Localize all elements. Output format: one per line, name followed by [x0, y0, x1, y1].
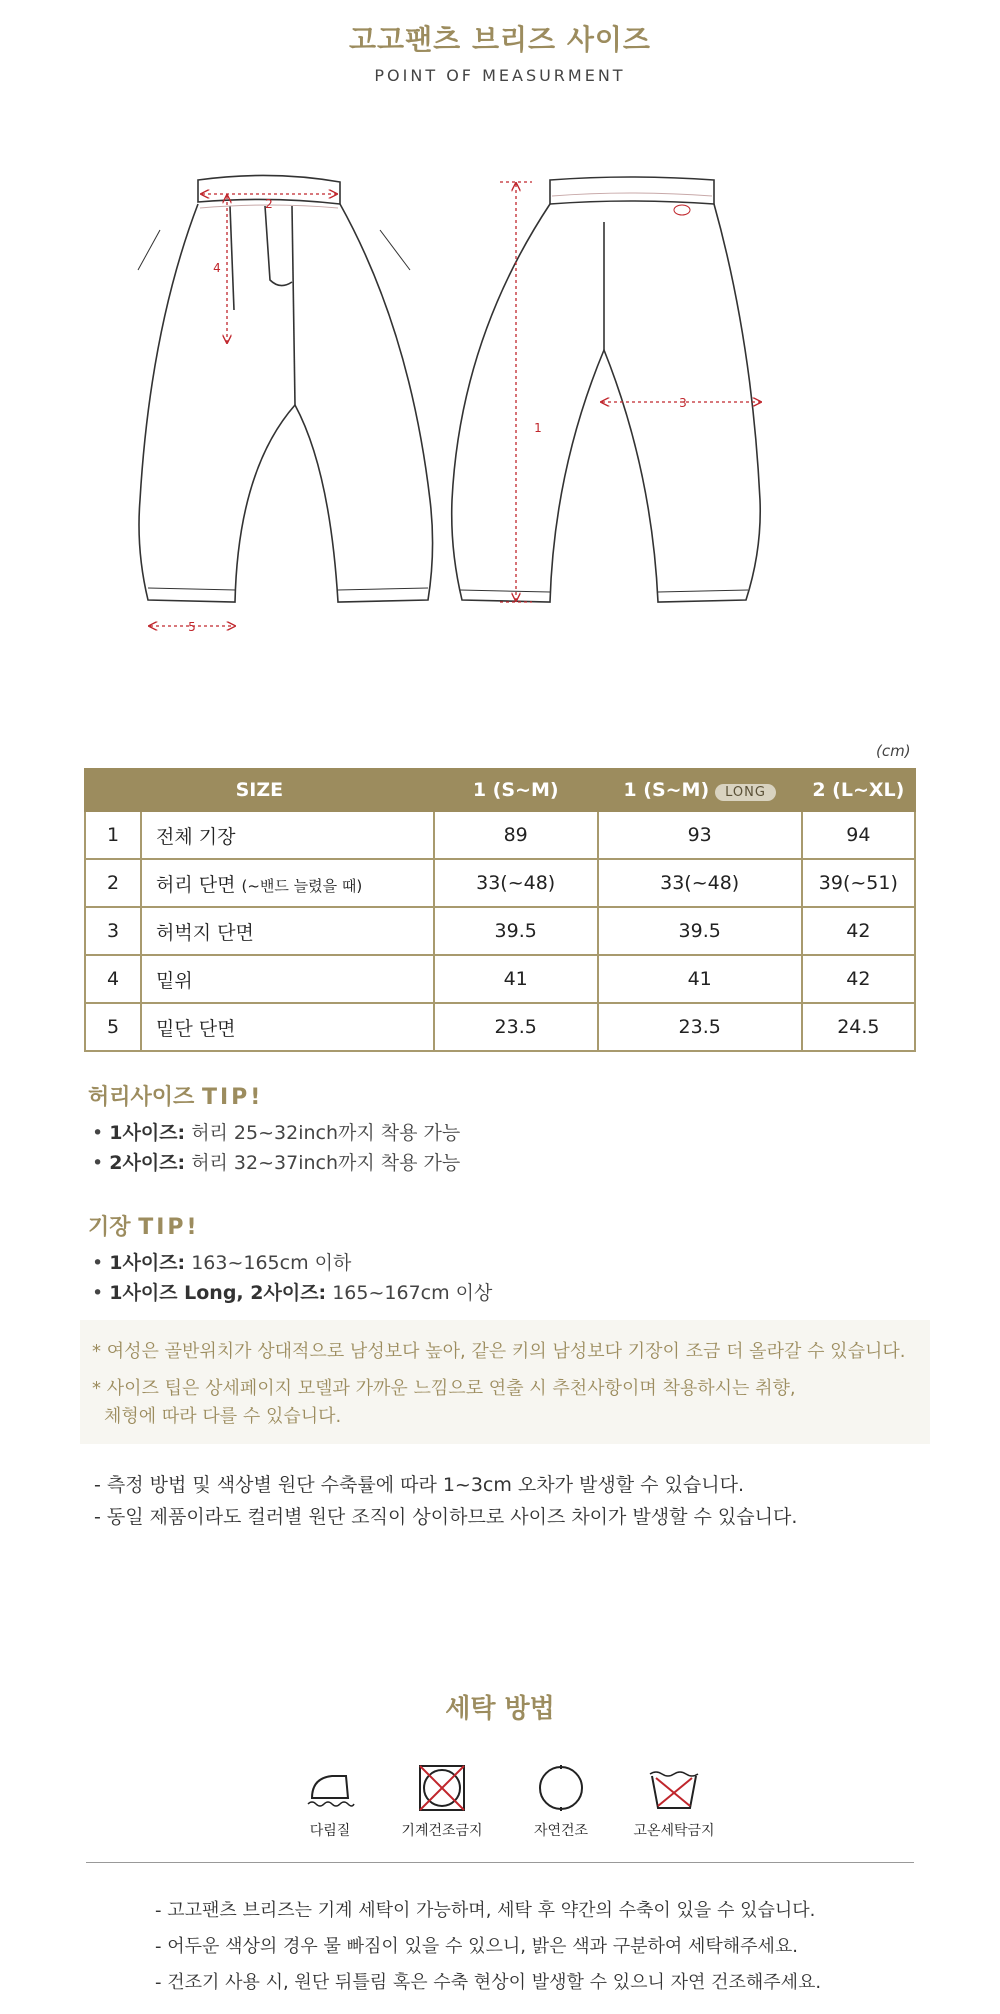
row-label: 허리 단면 (~밴드 늘렸을 때) — [141, 859, 434, 907]
washing-note: - 어두운 색상의 경우 물 빠짐이 있을 수 있으니, 밝은 색과 구분하여 세탁해주세요. — [155, 1936, 799, 1957]
row-number: 1 — [85, 811, 141, 859]
row-number: 4 — [85, 955, 141, 1003]
cell-value: 33(~48) — [598, 859, 802, 907]
page-subtitle: POINT OF MEASURMENT — [374, 66, 626, 85]
size-header-1-sm-long: 1 (S~M) LONG — [598, 769, 802, 811]
length-tip-item: • 1사이즈 Long, 2사이즈: 165~167cm 이상 — [92, 1282, 493, 1304]
cell-value: 94 — [802, 811, 915, 859]
length-tip-item: • 1사이즈: 163~165cm 이하 — [92, 1252, 352, 1274]
cell-value: 41 — [434, 955, 598, 1003]
washing-title: 세탁 방법 — [445, 1694, 555, 1724]
row-number: 2 — [85, 859, 141, 907]
divider — [86, 1862, 914, 1863]
washing-note: - 건조기 사용 시, 원단 뒤틀림 혹은 수축 현상이 발생할 수 있으니 자연 건조해주세요. — [155, 1972, 822, 1993]
measure-label-1: 1 — [534, 421, 542, 435]
long-badge: LONG — [715, 784, 776, 801]
cell-value: 39.5 — [598, 907, 802, 955]
cell-value: 39.5 — [434, 907, 598, 955]
pants-front-drawing — [138, 175, 433, 602]
disclaimer-text: - 동일 제품이라도 컬러별 원단 조직이 상이하므로 사이즈 차이가 발생할 수 있습니다. — [94, 1506, 798, 1528]
size-header: SIZE — [85, 769, 434, 811]
cell-value: 24.5 — [802, 1003, 915, 1051]
note-text: 체형에 따라 다를 수 있습니다. — [104, 1406, 342, 1427]
pants-measurement-diagram — [130, 170, 880, 710]
cell-value: 39(~51) — [802, 859, 915, 907]
measure-label-2: 2 — [265, 197, 273, 211]
cell-value: 42 — [802, 907, 915, 955]
cell-value: 23.5 — [434, 1003, 598, 1051]
cell-value: 33(~48) — [434, 859, 598, 907]
waist-tip-heading: 허리사이즈 TIP! — [88, 1085, 264, 1110]
row-label: 밑단 단면 — [141, 1003, 434, 1051]
iron-icon: 다림질 — [270, 1764, 390, 1840]
table-row — [85, 859, 915, 907]
row-number: 3 — [85, 907, 141, 955]
no-hot-wash-icon: 고온세탁금지 — [614, 1764, 734, 1840]
row-label: 밑위 — [141, 955, 434, 1003]
cell-value: 93 — [598, 811, 802, 859]
washing-note: - 고고팬츠 브리즈는 기계 세탁이 가능하며, 세탁 후 약간의 수축이 있을 수 있습니다. — [155, 1900, 816, 1921]
no-tumble-dry-icon: 기계건조금지 — [382, 1764, 502, 1840]
measure-label-4: 4 — [213, 261, 221, 275]
length-tip-heading: 기장 TIP! — [88, 1215, 200, 1240]
table-row — [85, 907, 915, 955]
measure-label-3: 3 — [679, 396, 687, 410]
size-header-2-lxl: 2 (L~XL) — [802, 769, 915, 811]
cell-value: 23.5 — [598, 1003, 802, 1051]
row-label: 전체 기장 — [141, 811, 434, 859]
table-row — [85, 955, 915, 1003]
natural-dry-icon: 자연건조 — [501, 1764, 621, 1840]
table-row — [85, 1003, 915, 1051]
pants-back-drawing — [452, 177, 761, 602]
row-label-note: (~밴드 늘렸을 때) — [241, 876, 363, 895]
cell-value: 89 — [434, 811, 598, 859]
measure-label-5: 5 — [188, 620, 196, 634]
note-text: * 사이즈 팁은 상세페이지 모델과 가까운 느낌으로 연출 시 추천사항이며 착용하시는 취향, — [92, 1378, 796, 1399]
disclaimer-text: - 측정 방법 및 색상별 원단 수축률에 따라 1~3cm 오차가 발생할 수 있습니다. — [94, 1474, 744, 1496]
row-number: 5 — [85, 1003, 141, 1051]
row-label: 허벅지 단면 — [141, 907, 434, 955]
unit-label: (cm) — [876, 742, 911, 760]
cell-value: 41 — [598, 955, 802, 1003]
size-table — [84, 768, 916, 1052]
page-title: 고고팬츠 브리즈 사이즈 — [349, 23, 651, 56]
size-header-1-sm: 1 (S~M) — [434, 769, 598, 811]
waist-tip-item: • 1사이즈: 허리 25~32inch까지 착용 가능 — [92, 1122, 461, 1144]
cell-value: 42 — [802, 955, 915, 1003]
waist-tip-item: • 2사이즈: 허리 32~37inch까지 착용 가능 — [92, 1152, 461, 1174]
table-row — [85, 811, 915, 859]
size-table-header — [85, 769, 915, 811]
note-text: * 여성은 골반위치가 상대적으로 남성보다 높아, 같은 키의 남성보다 기장이 조금 더 올라갈 수 있습니다. — [92, 1341, 906, 1362]
